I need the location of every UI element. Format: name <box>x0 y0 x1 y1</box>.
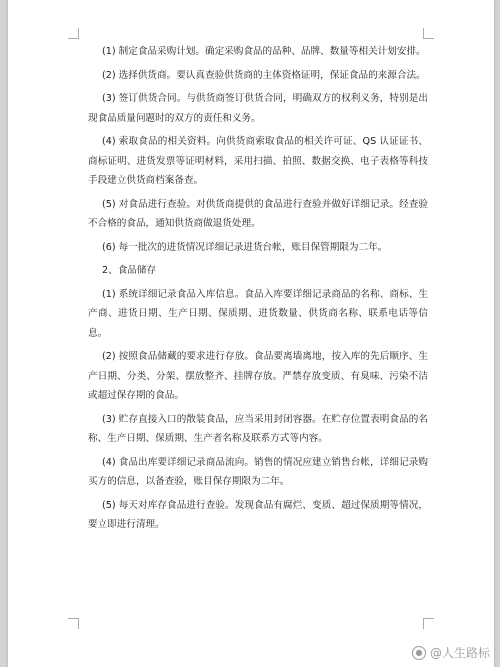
paragraph: (1) 系统详细记录食品入库信息。食品入库要详细记录商品的名称、商标、生产商、进货日期、生产日期、保质期、进货数量、供货商名称、联系电话等信息。 <box>88 288 428 339</box>
section-heading: 2、食品储存 <box>102 265 157 276</box>
crop-mark-bottom-right <box>423 618 434 629</box>
document-page <box>8 0 494 667</box>
paragraph: (3) 贮存直接入口的散装食品，应当采用封闭容器。在贮存位置表明食品的名称、生产日期、保质期、生产者名称及联系方式等内容。 <box>88 413 428 444</box>
crop-mark-top-right <box>423 28 434 39</box>
paragraph: (5) 对食品进行查验。对供货商提供的食品进行查验并做好详细记录。经查验不合格的食品，通知供货商做退货处理。 <box>88 198 428 229</box>
paragraph: (4) 索取食品的相关资料。向供货商索取食品的相关许可证、QS 认证证书、商标证明、进货发票等证明材料，采用扫描、拍照、数据交换、电子表格等科技手段建立供货商档案备查。 <box>88 136 428 186</box>
watermark <box>412 644 490 661</box>
document-body <box>88 42 428 539</box>
paragraph: (6) 每一批次的进货情况详细记录进货台帐，账目保管期限为二年。 <box>102 241 388 253</box>
watermark-text: @人生路标 <box>429 646 490 660</box>
paragraph: (3) 签订供货合同。与供货商签订供货合同，明确双方的权利义务，特别是出现食品质量问题时的双方的责任和义务。 <box>88 93 428 124</box>
camera-logo-icon: ● <box>412 646 426 660</box>
paragraph: (1) 制定食品采购计划。确定采购食品的品种、品牌、数量等相关计划安排。 <box>102 46 426 57</box>
crop-mark-bottom-left <box>68 618 79 629</box>
crop-mark-top-left <box>68 28 79 39</box>
paragraph: (2) 按照食品储藏的要求进行存放。食品要离墙离地，按入库的先后顺序、生产日期、分类、分架、摆放整齐、挂牌存放。严禁存放变质、有臭味、污染不洁或超过保存期的食品。 <box>88 351 428 401</box>
paragraph: (4) 食品出库要详细记录商品流向。销售的情况应建立销售台帐，详细记录购买方的信息，以备查验，账目保存期限为二年。 <box>88 456 428 487</box>
paragraph: (2) 选择供货商。要认真查验供货商的主体资格证明，保证食品的来源合法。 <box>102 69 426 81</box>
paragraph: (5) 每天对库存食品进行查验。发现食品有腐烂、变质、超过保质期等情况，要立即进行清理。 <box>88 499 428 530</box>
